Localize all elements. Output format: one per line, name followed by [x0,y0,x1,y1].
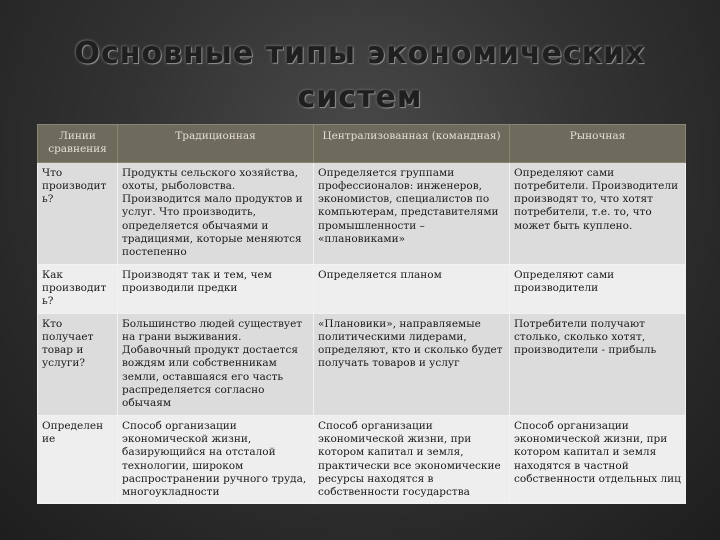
cell-criterion: Кто получает товар и услуги? [38,313,118,415]
slide-title-line2: систем [297,80,423,115]
cell-command: Определяется планом [314,264,510,313]
cell-market: Определяют сами производители [510,264,686,313]
cell-traditional: Продукты сельского хозяйства, охоты, рыболовства. Производится мало продуктов и услуг. Что производить, определяется обычаями и традициями, которые меняются постепенно [118,162,314,264]
cell-market: Способ организации экономической жизни, при котором капитал и земля находятся в частной собственности отдельных лиц [510,415,686,504]
cell-market: Определяют сами потребители. Производители производят то, что хотят потребители, т.е. то, что может быть куплено. [510,162,686,264]
cell-traditional: Большинство людей существует на грани выживания. Добавочный продукт достается вождям или собственникам земли, оставшаяся его часть распределяется согласно обычаям [118,313,314,415]
table-row [38,162,686,264]
cell-command: Способ организации экономической жизни, при котором капитал и земля, практически все экономические ресурсы находятся в собственности государства [314,415,510,504]
table-row [38,313,686,415]
cell-command: Определяется группами профессионалов: инженеров, экономистов, специалистов по компьютерам, представителями промышленности – «плановиками» [314,162,510,264]
cell-criterion: Что производит ь? [38,162,118,264]
cell-criterion: Как производит ь? [38,264,118,313]
header-criterion: Линии сравнения [38,125,118,163]
header-command: Централизованная (командная) [314,125,510,163]
cell-market: Потребители получают столько, сколько хотят, производители - прибыль [510,313,686,415]
cell-criterion: Определен ие [38,415,118,504]
header-traditional: Традиционная [118,125,314,163]
table-row [38,415,686,504]
slide-title [0,32,720,120]
table-row [38,264,686,313]
comparison-table [37,124,686,504]
cell-traditional: Способ организации экономической жизни, базирующийся на отсталой технологии, широком распространении ручного труда, многоукладности [118,415,314,504]
slide-title-line1: Основные типы экономических [74,36,646,71]
cell-traditional: Производят так и тем, чем производили предки [118,264,314,313]
header-market: Рыночная [510,125,686,163]
cell-command: «Плановики», направляемые политическими лидерами, определяют, кто и сколько будет получать товаров и услуг [314,313,510,415]
table-header-row [38,125,686,163]
